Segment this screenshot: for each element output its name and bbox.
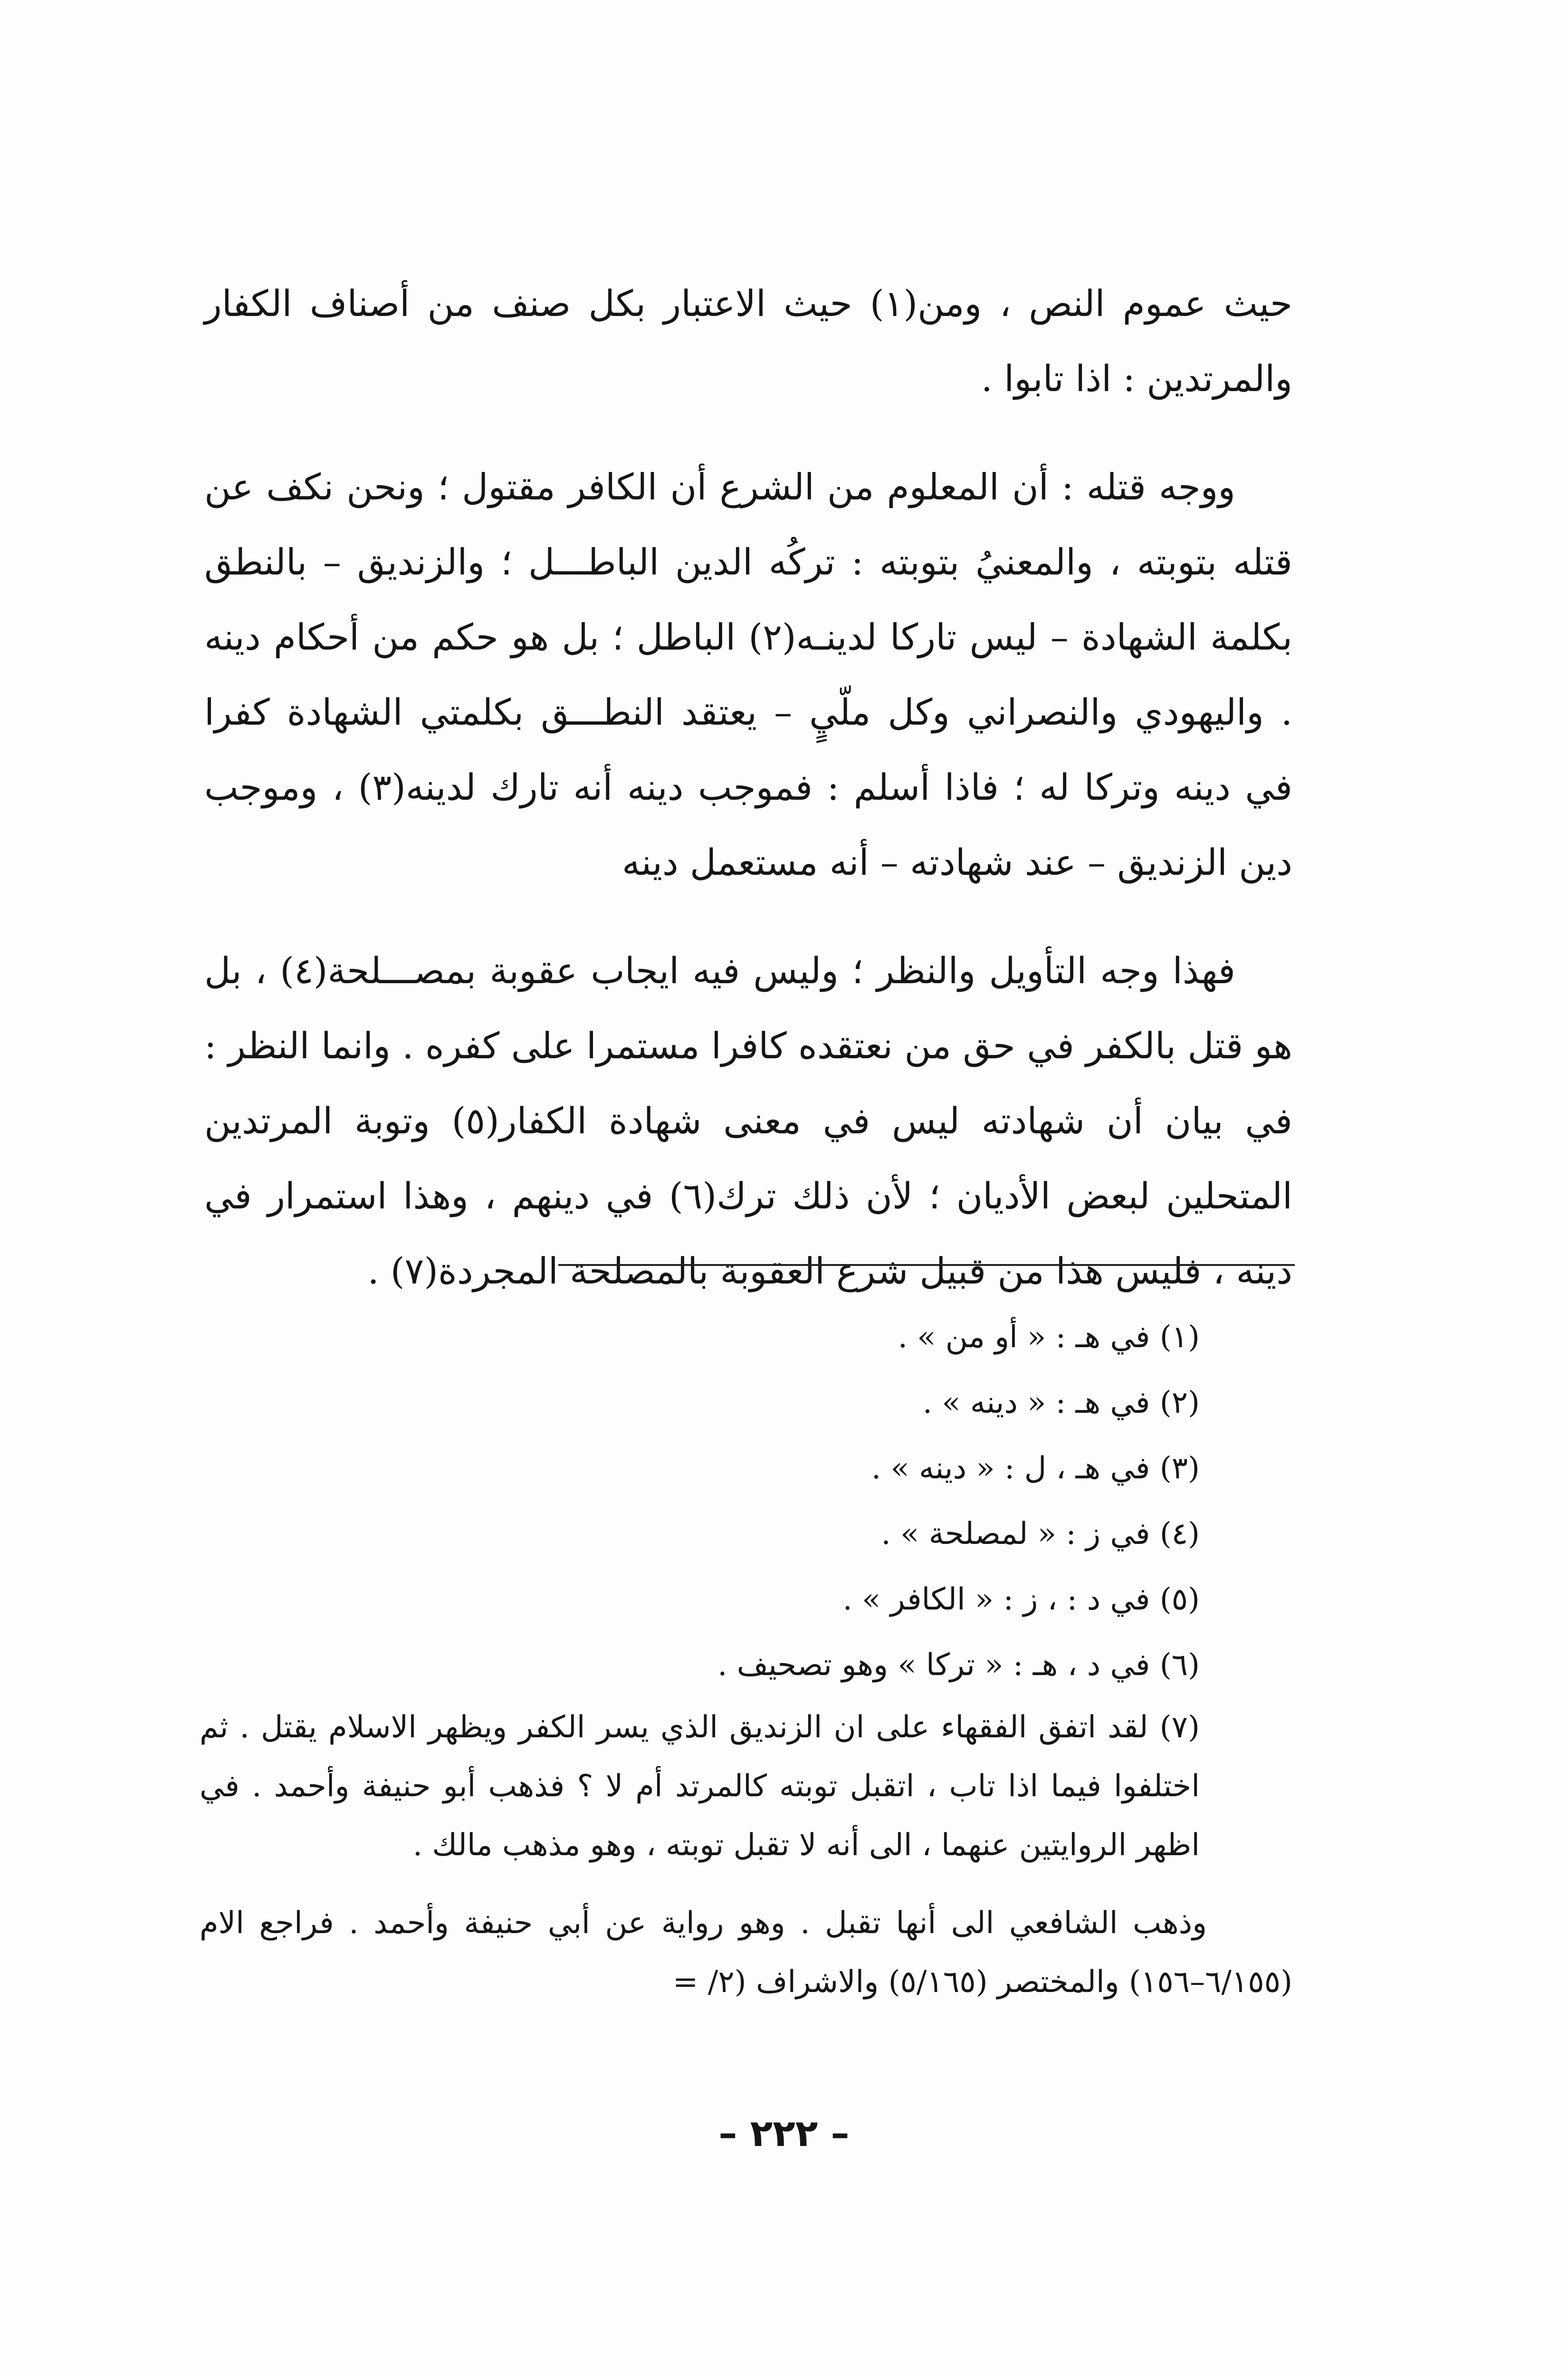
main-text [204,266,1292,1309]
footnote-6: (٦) في د ، هـ : « تركا » وهو تصحيف . [717,1648,1200,1683]
paragraph-3: فهذا وجه التأويل والنظر ؛ وليس فيه ايجاب عقوبة بمصـــلحة(٤) ، بل هو قتل بالكفر في حق من نعتقده كافرا مستمرا على كفره . وانما النظر : في بيان أن شهادته ليس في معنى شهادة الكفار(٥) وتوبة المرتدين المتحلين لبعض الأديان ؛ لأن ذلك ترك(٦) في دينهم ، وهذا استمرار في دينه ، فليس هذا من قبيل شرع العقوبة بالمصلحة المجردة(٧) . [204,949,1292,1292]
footnote-3: (٣) في هـ ، ل : « دينه » . [871,1451,1200,1486]
footnote-divider [558,1264,1295,1266]
paragraph-1: حيث عموم النص ، ومن(١) حيث الاعتبار بكل صنف من أصناف الكفار والمرتدين : اذا تابوا . [204,282,1293,400]
paragraph-2: ووجه قتله : أن المعلوم من الشرع أن الكافر مقتول ؛ ونحن نكف عن قتله بتوبته ، والمعنيُ بتوبته : تركُه الدين الباطـــل ؛ والزنديق – بالنطق بكلمة الشهادة – ليس تاركا لدينـه(٢) الباطل ؛ بل هو حكم من أحكام دينه . واليهودي والنصراني وكل ملّيٍ – يعتقد النطـــق بكلمتي الشهادة كفرا في دينه وتركا له ؛ فاذا أسلم : فموجب دينه أنه تارك لدينه(٣) ، وموجب دين الزنديق – عند شهادته – أنه مستعمل دينه [204,466,1293,883]
footnote-7-continued: وذهب الشافعي الى أنها تقبل . وهو رواية عن أبي حنيفة وأحمد . فراجع الام (٦/١٥٥–١٥٦) والمختصر (٥/١٦٥) والاشراف (٢/ = [200,1906,1292,2000]
footnote-1: (١) في هـ : « أو من » . [898,1320,1200,1355]
footnotes [200,1304,1292,2012]
footnote-7: (٧) لقد اتفق الفقهاء على ان الزنديق الذي يسر الكفر ويظهر الاسلام يقتل . ثم اختلفوا فيما اذا تاب ، اتقبل توبته كالمرتد أم لا ؟ فذهب أبو حنيفة وأحمد . في اظهر الروايتين عنهما ، الى أنه لا تقبل توبته ، وهو مذهب مالك . [200,1710,1200,1863]
footnote-5: (٥) في د : ، ز : « الكافر » . [842,1582,1200,1617]
page-number: – ٢٢٢ – [718,2112,850,2155]
footnote-4: (٤) في ز : « لمصلحة » . [881,1516,1200,1552]
footnote-2: (٢) في هـ : « دينه » . [922,1385,1200,1420]
